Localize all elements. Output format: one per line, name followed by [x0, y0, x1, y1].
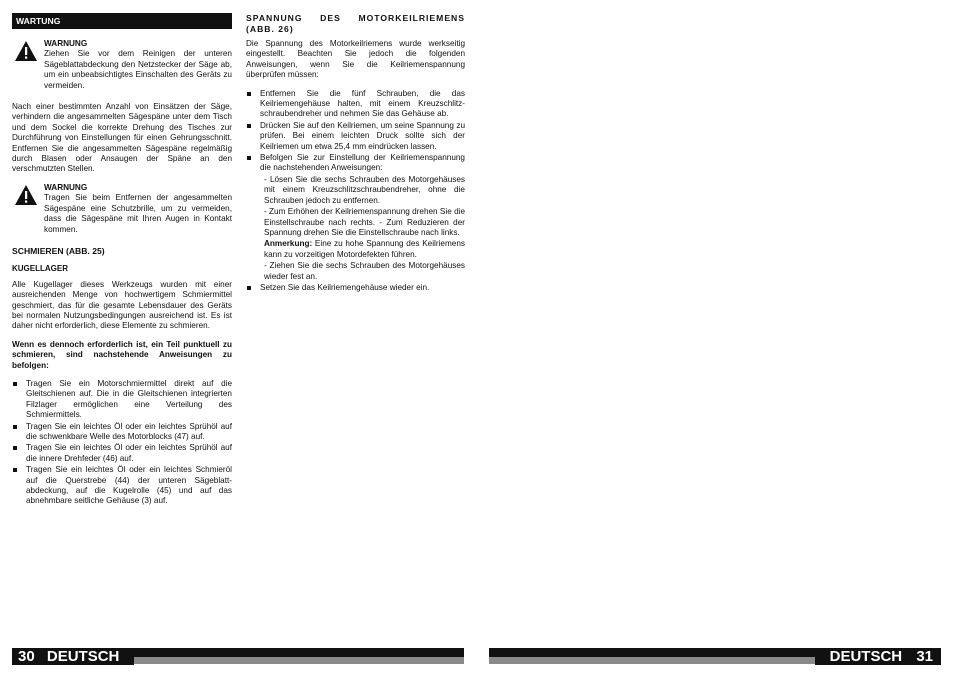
square-bullet-icon [247, 124, 251, 128]
belt-sub-steps [246, 175, 465, 282]
note-text: Eine zu hohe Spannung des Keilriemens kann zu vorzeitigen Motordefekten führen. [264, 239, 465, 259]
footer-left-label [12, 648, 134, 665]
warning-triangle-icon [15, 185, 37, 205]
footer-right-label [815, 648, 941, 665]
note-label: Anmerkung: [264, 239, 313, 249]
list-item: Setzen Sie das Keilriemengehäuse wieder ein. [246, 283, 465, 293]
list-item: Befolgen Sie zur Einstellung der Keilriemenspannung die nachstehenden Anweisungen: [246, 153, 465, 174]
belt-bullet-list-final [246, 283, 465, 293]
language-label-left: DEUTSCH [46, 648, 120, 665]
sub-step-adjust: - Zum Erhöhen der Keilriemenspannung drehen Sie die Einstellschraube nach rechts. - Zum Reduzieren der Spannung drehen Sie die Einstellschraube nach links. [264, 207, 465, 237]
page-number-right: 31 [916, 648, 933, 665]
paragraph-belt-intro: Die Spannung des Motorkeilriemens wurde werkseitig eingestellt. Beachten Sie jedoch die folgenden Anweisungen, wenn Sie die Keilriemenspannung überprüfen müssen: [246, 39, 465, 80]
square-bullet-icon [247, 92, 251, 96]
square-bullet-icon [247, 156, 251, 160]
section-label-wartung: WARTUNG [12, 13, 232, 29]
list-item: Tragen Sie ein leichtes Öl oder ein leichtes Sprühöl auf die schwenkbare Welle des Motorblocks (47) auf. [12, 422, 232, 443]
page-number-left: 30 [18, 648, 35, 665]
lube-bullet-list [12, 379, 232, 507]
warning-title-2: WARNUNG [44, 182, 88, 192]
heading-belt-tension: SPANNUNG DES MOTORKEILRIEMENS (ABB. 26) [246, 13, 465, 34]
square-bullet-icon [13, 425, 17, 429]
square-bullet-icon [13, 382, 17, 386]
subheading-bearings: KUGELLAGER [12, 264, 68, 274]
paragraph-bearings: Alle Kugellager dieses Werkzeugs wurden mit einer ausreichenden Menge von hochwertigem Schmiermittel geschmiert, das für die gesamte Lebensdauer des Geräts bei normalen Nutzungsbedingungen ausreichend ist. Es ist daher nicht erforderlich, diese Elemente zu schmieren. [12, 279, 232, 331]
square-bullet-icon [13, 468, 17, 472]
sub-step-loosen: - Lösen Sie die sechs Schrauben des Motorgehäuses mit einem Kreuzschlitzschraubendreher, ohne die Schrauben jedoch zu entfernen. [264, 174, 465, 205]
warning-triangle-icon [15, 41, 37, 61]
paragraph-sawdust: Nach einer bestimmten Anzahl von Einsätzen der Säge, verhindern die angesammelten Sägespäne unter dem Tisch und dem Sockel die korrekte Drehung des Tisches zur Durchführung von Einstellungen für einen Gehrungsschnitt. Entfernen Sie die angesammelten Sägespäne regelmäßig durch Blasen oder Ansaugen der Späne an den verschmutzten Stellen. [12, 102, 232, 174]
warning-text-2: Tragen Sie beim Entfernen der angesammelten Sägespäne eine Schutzbrille, um zu vermeiden, dass die Sägespäne mit Ihren Augen in Kontakt kommen. [44, 193, 232, 234]
list-item: Tragen Sie ein Motorschmiermittel direkt auf die Gleitschienen auf. Die in die Gleitschienen integrierten Filzlager ermöglichen eine Verteilung des Schmiermittels. [12, 379, 232, 421]
sub-step-tighten: - Ziehen Sie die sechs Schrauben des Motorgehäuses wieder fest an. [264, 261, 465, 281]
list-item: Tragen Sie ein leichtes Öl oder ein leichtes Schmieröl auf die Querstrebe (44) der unteren Sägeblatt-abdeckung, auf die Kugelrolle (45) und auf das abnehmbare seitliche Gehäuse (3) auf. [12, 465, 232, 507]
list-item: Entfernen Sie die fünf Schrauben, die das Keilriemengehäuse halten, mit einem Kreuzschlitz-schraubendreher und nehmen Sie das Gehäuse ab. [246, 89, 465, 120]
heading-lubrication: SCHMIEREN (ABB. 25) [12, 245, 105, 256]
footer-bar-gray [489, 657, 815, 664]
square-bullet-icon [247, 286, 251, 290]
note-block [260, 239, 465, 260]
warning-block-2 [12, 183, 232, 235]
paragraph-lube-intro: Wenn es dennoch erforderlich ist, ein Teil punktuell zu schmieren, sind nachstehende Anweisungen zu befolgen: [12, 339, 232, 370]
square-bullet-icon [13, 446, 17, 450]
warning-block-1 [12, 39, 232, 91]
left-column [12, 13, 232, 508]
footer-left [12, 648, 464, 665]
list-item: Drücken Sie auf den Keilriemen, um seine Spannung zu prüfen. Bei einem leichten Druck sollte sich der Keilriemen um etwa 25,4 mm eindrücken lassen. [246, 121, 465, 152]
warning-title-1: WARNUNG [44, 39, 88, 48]
language-label-right: DEUTSCH [829, 648, 903, 665]
middle-column [246, 13, 465, 294]
footer-right [489, 648, 941, 665]
footer-bar-gray [134, 657, 464, 664]
list-item: Tragen Sie ein leichtes Öl oder ein leichtes Sprühöl auf die innere Drehfeder (46) auf. [12, 443, 232, 464]
belt-bullet-list [246, 89, 465, 174]
warning-text-1: Ziehen Sie vor dem Reinigen der unteren Sägeblattabdeckung den Netzstecker der Säge ab, um ein unbeabsichtigtes Einschalten des Geräts zu vermeiden. [44, 49, 232, 90]
